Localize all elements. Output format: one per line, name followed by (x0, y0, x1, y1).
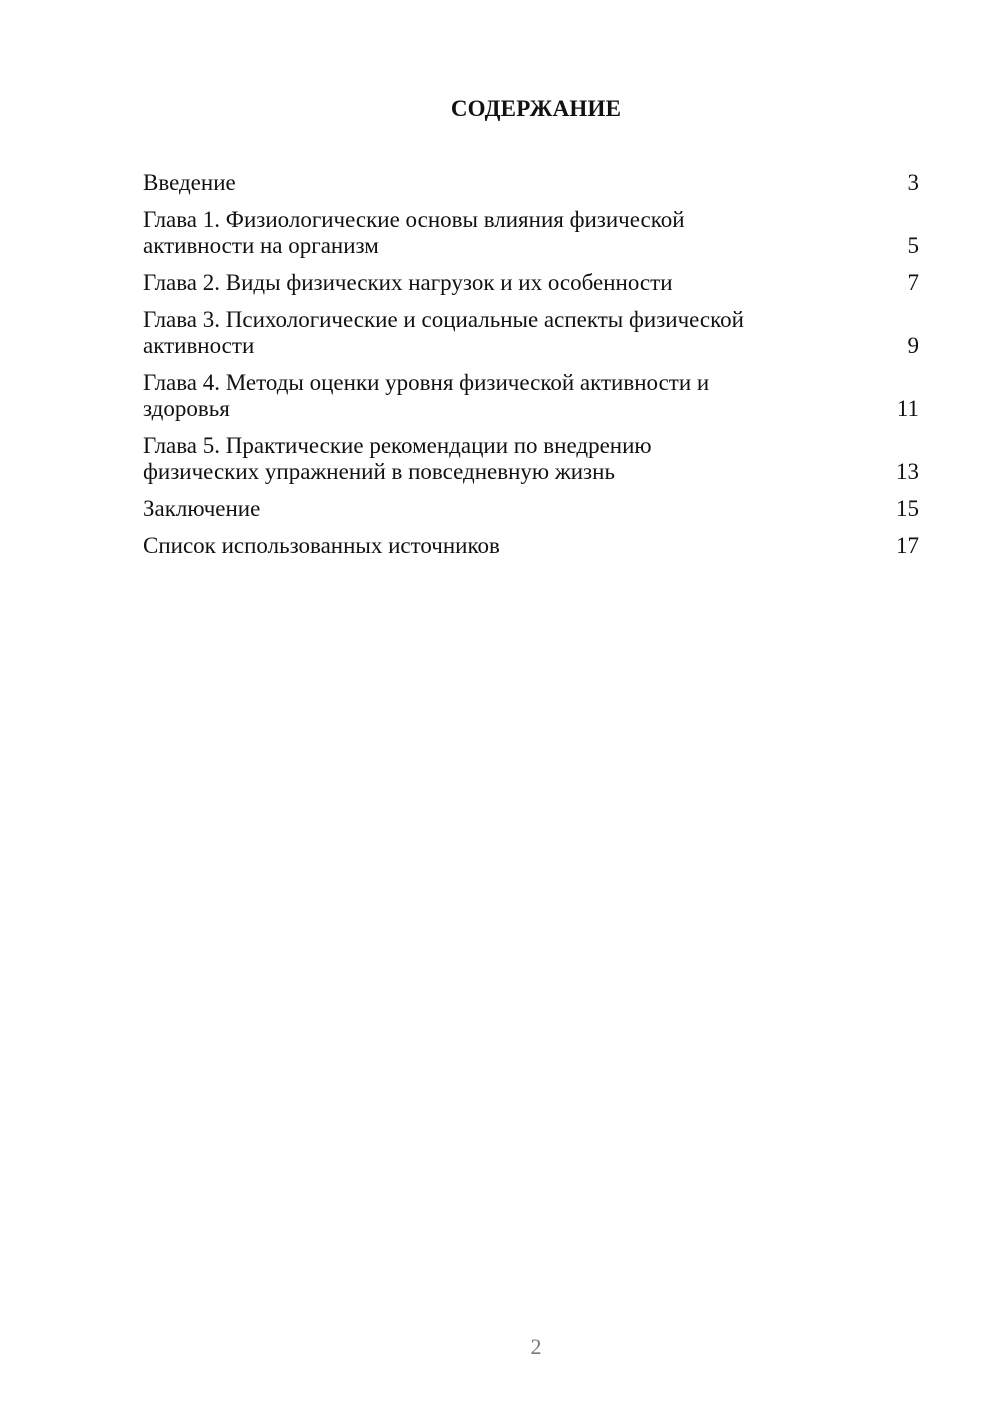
page-title: СОДЕРЖАНИЕ (450, 96, 622, 121)
toc-entry-chapter-5 (143, 433, 919, 485)
toc-entry-line: Список использованных источников (143, 533, 500, 558)
toc-entry-chapter-3 (143, 307, 919, 359)
table-of-contents (143, 170, 919, 570)
toc-entry-page: 11 (896, 396, 919, 421)
toc-entry-line: Глава 1. Физиологические основы влияния физической (143, 207, 685, 232)
toc-entry-text (143, 307, 813, 359)
toc-entry-page: 7 (907, 270, 919, 295)
toc-entry-line: Глава 4. Методы оценки уровня физической активности и (143, 370, 710, 395)
toc-entry-line: Введение (143, 170, 236, 195)
toc-entry-text (143, 433, 813, 485)
toc-entry-conclusion (143, 496, 919, 522)
toc-entry-line: активности (143, 333, 255, 358)
toc-entry-text (143, 270, 813, 296)
toc-entry-chapter-2 (143, 270, 919, 296)
toc-entry-text (143, 207, 813, 259)
toc-entry-chapter-4 (143, 370, 919, 422)
toc-entry-text (143, 170, 813, 196)
toc-entry-line: здоровья (143, 396, 230, 421)
toc-entry-introduction (143, 170, 919, 196)
toc-entry-page: 13 (896, 459, 919, 484)
toc-entry-line: Заключение (143, 496, 261, 521)
toc-entry-page: 15 (896, 496, 919, 521)
toc-entry-line: Глава 3. Психологические и социальные аспекты физической (143, 307, 744, 332)
toc-entry-page: 3 (907, 170, 919, 195)
toc-entry-text (143, 370, 813, 422)
toc-entry-chapter-1 (143, 207, 919, 259)
page-number: 2 (530, 1334, 542, 1359)
toc-entry-page: 9 (907, 333, 919, 358)
toc-entry-text (143, 496, 813, 522)
toc-entry-page: 17 (896, 533, 919, 558)
toc-entry-line: физических упражнений в повседневную жизнь (143, 459, 615, 484)
toc-entry-line: Глава 2. Виды физических нагрузок и их особенности (143, 270, 673, 295)
toc-entry-text (143, 533, 813, 559)
toc-entry-line: активности на организм (143, 233, 379, 258)
toc-entry-page: 5 (907, 233, 919, 258)
toc-entry-line: Глава 5. Практические рекомендации по внедрению (143, 433, 652, 458)
toc-entry-references (143, 533, 919, 559)
